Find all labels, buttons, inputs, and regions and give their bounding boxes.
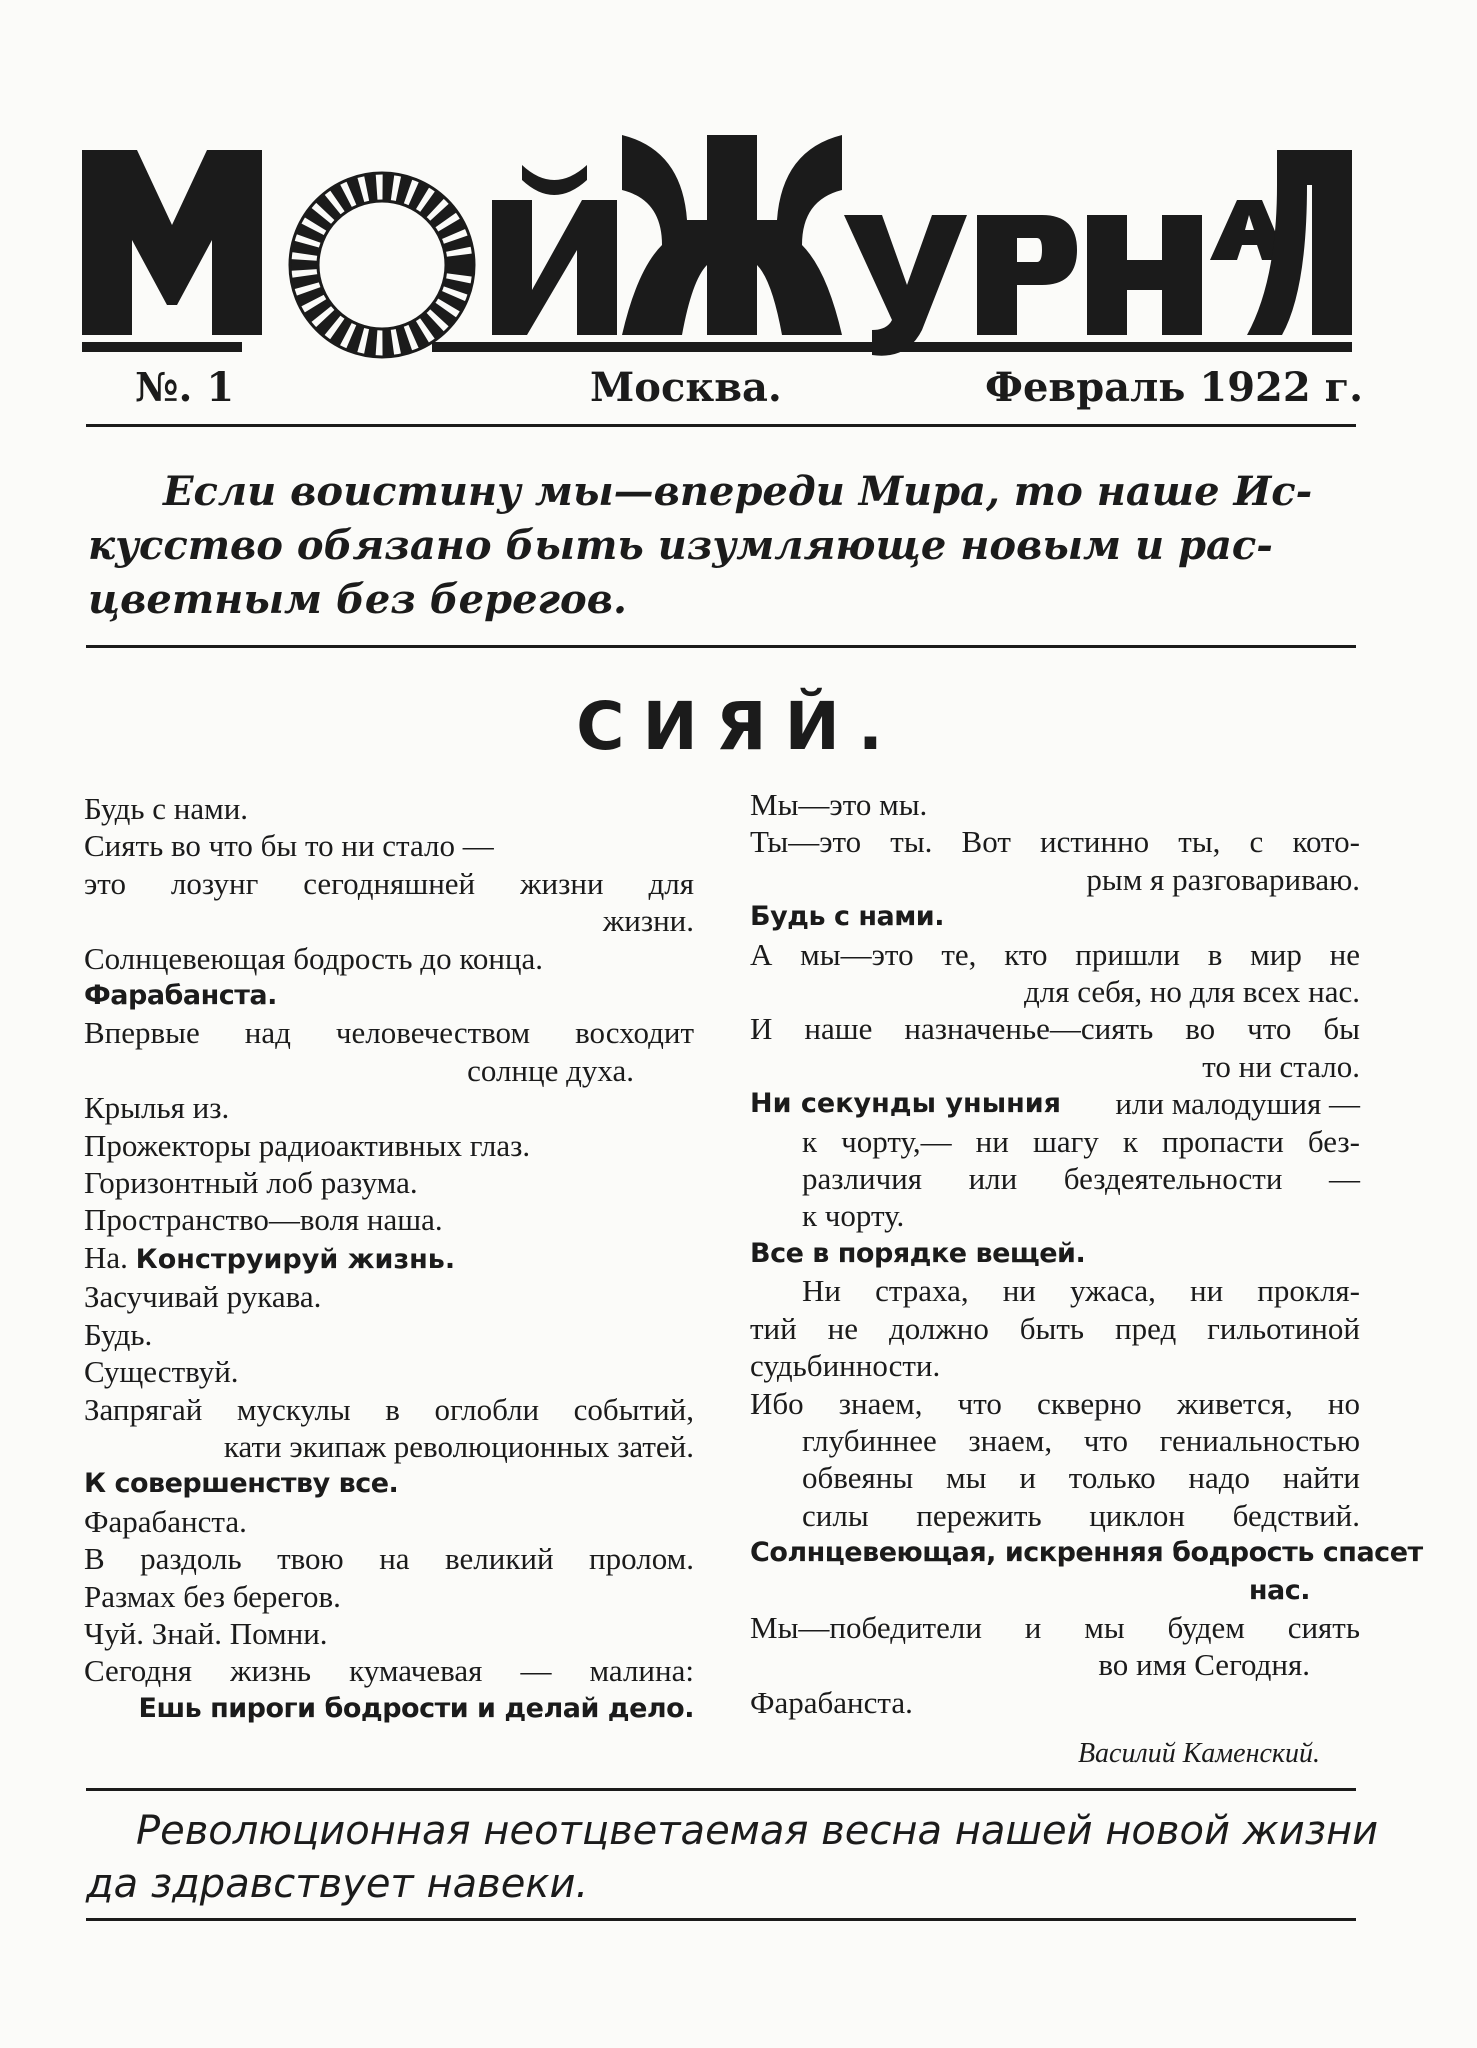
poem-line: Ешь пироги бодрости и делай дело. xyxy=(138,1692,694,1724)
poem-line: глубиннее знаем, что гениальностью xyxy=(802,1422,1360,1458)
poem-line: Все в порядке вещей. xyxy=(750,1237,1086,1269)
poem-line: Существуй. xyxy=(84,1354,239,1390)
poem-line-bold: Конструируй жизнь. xyxy=(135,1243,456,1275)
poem-line: Впервые над человечеством восходит xyxy=(84,1015,694,1051)
poem-line: Крылья из. xyxy=(84,1090,230,1126)
poem-line: Прожекторы радиоактивных глаз. xyxy=(84,1127,531,1163)
poem-line: различия или бездеятельности — xyxy=(802,1161,1360,1197)
masthead-logo xyxy=(82,130,1352,360)
divider xyxy=(86,645,1356,648)
poem-line: Пространство—воля наша. xyxy=(84,1202,443,1238)
poem-line: рым я разговариваю. xyxy=(1086,861,1360,897)
poem-line: И наше назначенье—сиять во что бы xyxy=(750,1011,1360,1047)
poem-line-bold: Ни секунды уныния xyxy=(750,1088,1062,1120)
poem-line: кати экипаж революционных затей. xyxy=(223,1428,694,1464)
poem-line: к чорту,— ни шагу к пропасти без- xyxy=(802,1123,1360,1159)
poem-line: для себя, но для всех нас. xyxy=(1023,974,1360,1010)
poem-line: солнце духа. xyxy=(467,1052,634,1088)
poem-line-group xyxy=(84,1239,694,1278)
poem-line: К совершенству все. xyxy=(84,1468,399,1500)
poem-line: Запрягай мускулы в оглобли событий, xyxy=(84,1391,694,1427)
poem-line: Мы—победители и мы будем сиять xyxy=(750,1609,1360,1645)
poem-line: Сиять во что бы то ни стало — xyxy=(84,828,494,864)
poem-left-column xyxy=(84,790,694,1727)
masthead-wordmark xyxy=(82,130,1352,360)
poem-line: Фарабанста. xyxy=(84,1503,247,1539)
poem-line: Ты—это ты. Вот истинно ты, с кото- xyxy=(750,824,1360,860)
poem-line: жизни. xyxy=(602,903,694,939)
poem-line: Засучивай рукава. xyxy=(84,1279,322,1315)
poem-line: Солнцевеющая, искренняя бодрость спасет xyxy=(750,1537,1423,1569)
poem-line: судьбинности. xyxy=(750,1348,941,1384)
poem-line: нас. xyxy=(1248,1574,1310,1606)
issue-info xyxy=(130,364,1364,424)
poem-line: Ибо знаем, что скверно живется, но xyxy=(750,1385,1360,1421)
author-signature: Василий Каменский. xyxy=(1077,1738,1320,1770)
poem-line: Будь с нами. xyxy=(84,791,249,826)
footer-line: да здравствует навеки. xyxy=(86,1861,589,1907)
issue-city: Москва. xyxy=(590,364,782,411)
poem-line: В раздоль твою на великий пролом. xyxy=(84,1541,694,1577)
ornament-circle-icon xyxy=(290,173,474,357)
issue-date: Февраль 1922 г. xyxy=(985,364,1364,411)
divider xyxy=(86,424,1356,427)
poem-line: Солнцевеющая бодрость до конца. xyxy=(84,940,544,976)
poem-line: силы пережить циклон бедствий. xyxy=(802,1497,1360,1533)
poem-line: то ни стало. xyxy=(1202,1048,1360,1084)
poem-line-group xyxy=(750,1085,1360,1122)
poem-line: Ни страха, ни ужаса, ни прокля- xyxy=(802,1273,1360,1309)
poem-right-column xyxy=(750,786,1423,1773)
poem-line: Чуй. Знай. Помни. xyxy=(84,1615,328,1651)
epigraph-line: цветным без берегов. xyxy=(88,576,627,623)
poem-line: тий не должно быть пред гильотиной xyxy=(750,1310,1360,1346)
poem-line: Будь с нами. xyxy=(750,901,944,933)
poem-line-part: или малодушия — xyxy=(1115,1086,1360,1122)
footer-line: Революционная неотцветаемая весна нашей новой жизни xyxy=(136,1808,1379,1854)
epigraph-line: Если воистину мы—впереди Мира, то наше Ис- xyxy=(163,468,1313,515)
poem-line-part: На. xyxy=(84,1239,128,1275)
poem-line: это лозунг сегодняшней жизни для xyxy=(84,865,694,901)
epigraph xyxy=(88,465,1358,627)
poem-line: во имя Сегодня. xyxy=(1098,1647,1310,1683)
issue-number: №. 1 xyxy=(135,364,235,411)
poem-line: Размах без берегов. xyxy=(84,1578,341,1614)
poem-title: СИЯЙ. xyxy=(576,688,901,765)
poem-line: Мы—это мы. xyxy=(750,787,928,822)
footer-slogan xyxy=(86,1805,1379,1911)
poem-line: Сегодня жизнь кумачевая — малина: xyxy=(84,1653,694,1689)
divider xyxy=(86,1788,1356,1791)
poem-line: обвеяны мы и только надо найти xyxy=(802,1460,1360,1496)
poem-line: А мы—это те, кто пришли в мир не xyxy=(750,936,1360,972)
epigraph-line: кусство обязано быть изумляюще новым и рас- xyxy=(88,522,1273,569)
poem-line: к чорту. xyxy=(802,1198,905,1234)
poem-line: Будь. xyxy=(84,1316,153,1352)
poem-line: Фарабанста. xyxy=(84,980,277,1012)
poem-line: Горизонтный лоб разума. xyxy=(84,1165,418,1201)
poem-line: Фарабанста. xyxy=(750,1684,913,1720)
divider xyxy=(86,1918,1356,1921)
